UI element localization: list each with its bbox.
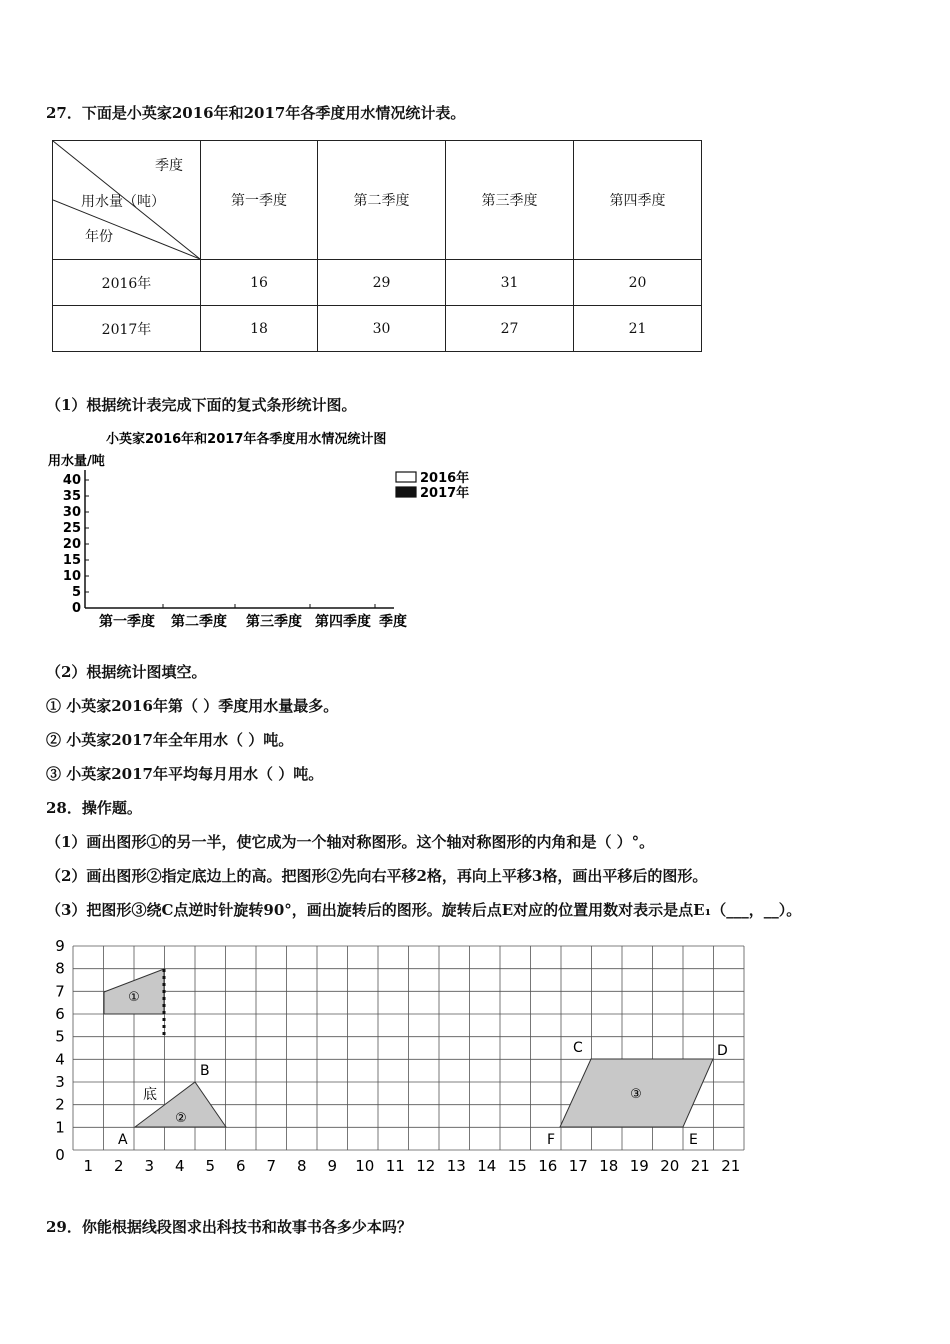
point-E: E [689, 1132, 698, 1148]
y-tick-label: 30 [62, 505, 81, 520]
grid-x-label: 4 [174, 1157, 185, 1175]
grid-x-label: 6 [235, 1157, 246, 1175]
grid-x-label: 3 [144, 1157, 155, 1175]
column-header: 第一季度 [201, 141, 318, 260]
water-bar-chart [44, 425, 474, 635]
y-tick-label: 40 [62, 473, 81, 488]
grid-y-label: 6 [55, 1005, 65, 1023]
water-usage-table [52, 140, 702, 352]
q27-blank2: ② 小英家2017年全年用水（ ）吨。 [46, 731, 294, 749]
y-tick-label: 25 [62, 521, 81, 536]
corner-header-year: 年份 [85, 229, 113, 245]
table-row [53, 260, 702, 306]
corner-header-usage: 用水量（吨） [81, 194, 165, 210]
table-cell: 16 [201, 260, 318, 306]
corner-header-season: 季度 [155, 158, 183, 174]
chart-title: 小英家2016年和2017年各季度用水情况统计图 [106, 432, 387, 447]
q28-part3: （3）把图形③绕C点逆时针旋转90°，画出旋转后的图形。旋转后点E对应的位置用数对表示是点E₁（___，__）。 [46, 901, 802, 919]
q28-part1: （1）画出图形①的另一半，使它成为一个轴对称图形。这个轴对称图形的内角和是（ ）°。 [46, 833, 655, 851]
grid-y-label: 7 [55, 982, 65, 1001]
grid-x-label: 19 [629, 1157, 649, 1175]
y-tick-label: 20 [62, 537, 81, 552]
legend-swatch-2016 [396, 472, 416, 482]
grid-x-label: 20 [660, 1157, 680, 1175]
grid-x-label: 5 [205, 1157, 216, 1175]
grid-x-label: 21 [690, 1157, 710, 1175]
q27-part2: （2）根据统计图填空。 [46, 663, 207, 681]
x-category-label: 第三季度 [246, 614, 302, 630]
grid-y-label: 0 [55, 1146, 65, 1164]
x-category-label: 第二季度 [171, 614, 227, 630]
grid-x-label: 9 [327, 1157, 338, 1175]
column-header: 第二季度 [318, 141, 446, 260]
shape-3-label: ③ [630, 1087, 642, 1102]
row-year: 2017年 [53, 306, 201, 352]
point-D: D [717, 1043, 728, 1059]
grid-y-label: 5 [55, 1027, 65, 1046]
legend-swatch-2017 [396, 487, 416, 497]
q28-part2: （2）画出图形②指定底边上的高。把图形②先向右平移2格，再向上平移3格，画出平移后的图形。 [46, 867, 708, 885]
legend-label-2016: 2016年 [420, 471, 470, 486]
y-tick-label: 35 [62, 489, 81, 504]
table-cell: 31 [446, 260, 574, 306]
point-C: C [573, 1040, 583, 1056]
legend-label-2017: 2017年 [420, 486, 470, 501]
x-category-label: 第一季度 [99, 614, 155, 630]
y-tick-label: 10 [62, 569, 81, 584]
grid-y-label: 4 [55, 1050, 65, 1069]
column-header: 第三季度 [446, 141, 574, 260]
q27-title: 27．下面是小英家2016年和2017年各季度用水情况统计表。 [46, 104, 466, 122]
grid-x-label: 18 [599, 1157, 619, 1175]
grid-x-label: 2 [113, 1157, 124, 1175]
grid-y-label: 1 [55, 1118, 65, 1137]
grid-x-label: 17 [568, 1157, 588, 1175]
table-row [53, 306, 702, 352]
point-A: A [118, 1132, 128, 1148]
q29-title: 29．你能根据线段图求出科技书和故事书各多少本吗？ [46, 1218, 412, 1236]
table-cell: 21 [574, 306, 702, 352]
column-header: 第四季度 [574, 141, 702, 260]
grid-y-label: 9 [55, 937, 65, 955]
table-cell: 30 [318, 306, 446, 352]
q27-blank1: ① 小英家2016年第（ ）季度用水量最多。 [46, 697, 339, 715]
grid-x-label: 1 [83, 1157, 94, 1175]
base-label: 底 [143, 1087, 157, 1103]
row-year: 2016年 [53, 260, 201, 306]
grid-y-label: 2 [55, 1095, 65, 1114]
table-cell: 20 [574, 260, 702, 306]
grid-y-label: 3 [55, 1073, 65, 1091]
grid-x-label: 13 [446, 1157, 466, 1175]
grid-x-label: 14 [477, 1157, 497, 1175]
point-F: F [547, 1132, 556, 1148]
point-B: B [200, 1063, 210, 1079]
table-cell: 18 [201, 306, 318, 352]
y-tick-label: 5 [71, 585, 81, 600]
grid-x-label: 10 [355, 1157, 375, 1175]
q28-title: 28．操作题。 [46, 799, 142, 817]
grid-x-label: 8 [296, 1157, 307, 1175]
table-cell: 29 [318, 260, 446, 306]
x-category-label: 第四季度 [315, 614, 371, 630]
grid-x-label: 21 [721, 1157, 741, 1175]
shape-2-label: ② [175, 1111, 187, 1126]
y-tick-label: 15 [62, 553, 81, 568]
y-tick-label: 0 [71, 601, 81, 616]
shape-1-label: ① [128, 990, 140, 1005]
grid-x-label: 11 [385, 1157, 405, 1175]
q27-part1: （1）根据统计表完成下面的复式条形统计图。 [46, 396, 357, 414]
grid-y-label: 8 [55, 959, 65, 978]
chart-ylabel: 用水量/吨 [48, 454, 105, 469]
grid-x-label: 7 [266, 1157, 277, 1175]
chart-xlabel: 季度 [379, 614, 407, 630]
table-corner-cell [53, 141, 201, 260]
grid-x-label: 16 [538, 1157, 558, 1175]
table-cell: 27 [446, 306, 574, 352]
q27-blank3: ③ 小英家2017年平均每月用水（ ）吨。 [46, 765, 324, 783]
grid-x-label: 15 [507, 1157, 527, 1175]
coordinate-grid [40, 935, 800, 1175]
grid-x-label: 12 [416, 1157, 436, 1175]
